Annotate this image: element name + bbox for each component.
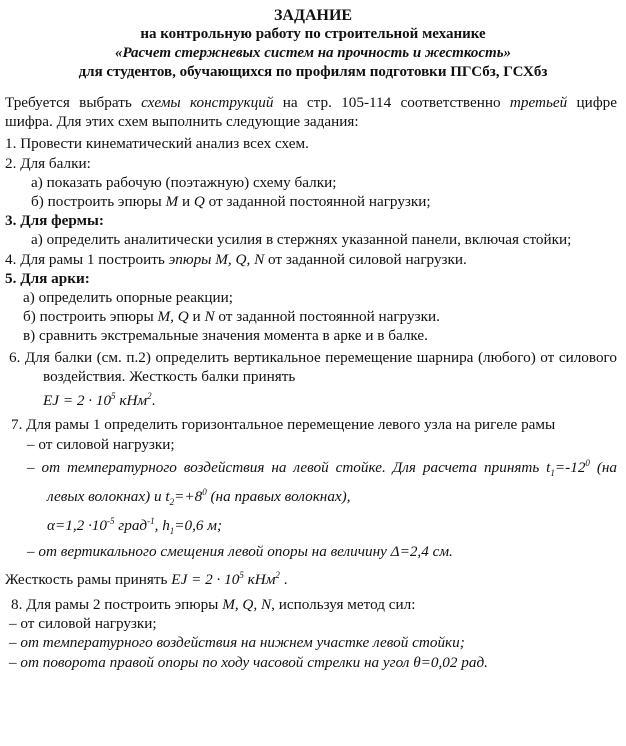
task-7b-sup3: -5 xyxy=(107,516,115,527)
task-7d-unit-exp: 2 xyxy=(275,569,280,580)
task-8-italic: M, Q, N xyxy=(222,596,272,614)
task-5b-and: и xyxy=(188,308,205,326)
document-topic: «Расчет стержневых систем на прочность и жесткость» xyxy=(114,45,512,61)
task-2b-and: и xyxy=(178,193,194,211)
document-subtitle: на контрольную работу по строительной механике xyxy=(140,26,486,42)
intro-text-a: Требуется выбрать xyxy=(5,94,142,111)
task-6-end: . xyxy=(151,392,156,410)
task-7b-sup1: 0 xyxy=(585,457,590,468)
task-7b-t2: =+8 xyxy=(174,488,203,506)
task-2b-q: Q xyxy=(193,193,205,211)
task-4-end: от заданной силовой нагрузки. xyxy=(264,250,467,268)
task-8a: – от силовой нагрузки; xyxy=(9,615,157,633)
task-5c: в) сравнить экстремальные значения момента в арке и в балке. xyxy=(23,327,428,345)
task-5b-italic: M, Q xyxy=(157,308,189,326)
document-audience xyxy=(0,63,626,82)
task-7-stiffness xyxy=(5,566,617,589)
task-4-italic: эпюры M, Q, N xyxy=(168,250,265,268)
intro-paragraph xyxy=(5,93,617,131)
task-2b-text: б) построить эпюры xyxy=(31,193,166,211)
intro-text-b: на стр. 105-114 соответственно xyxy=(273,94,510,111)
task-2b xyxy=(5,192,617,211)
task-7b-sub3: 1 xyxy=(169,526,175,537)
task-2b-m: M xyxy=(165,193,179,211)
task-5b-end: от заданной постоянной нагрузки. xyxy=(214,308,440,326)
task-7b-sub2: 2 xyxy=(169,497,175,508)
task-7b-hval: =0,6 м; xyxy=(174,517,223,535)
task-7d-end: . xyxy=(279,570,288,588)
intro-text-italic-a: схемы конструкций xyxy=(141,94,274,111)
task-3a: а) определить аналитически усилия в стержнях указанной панели, включая стойки; xyxy=(31,231,572,249)
task-7b xyxy=(5,454,617,513)
task-7b-sup2: 0 xyxy=(202,487,207,498)
task-2: 2. Для балки: xyxy=(5,154,91,172)
task-4 xyxy=(5,250,617,269)
document-body xyxy=(5,93,617,672)
task-2a: а) показать рабочую (поэтажную) схему балки; xyxy=(31,173,337,191)
task-6-unit: кНм xyxy=(115,392,148,410)
task-5b-text: б) построить эпюры xyxy=(23,308,158,326)
audience-text: для студентов, обучающихся по профилям подготовки ПГСбз, ГСХбз xyxy=(78,64,548,80)
task-7b-t1: =-12 xyxy=(554,458,586,476)
task-7d-unit: кНм xyxy=(243,570,276,588)
task-6: 6. Для балки (см. п.2) определить вертикальное перемещение шарнира (любого) от силового воздействия. Жесткость балки принять xyxy=(9,348,617,385)
task-7b-text: – от температурного воздействия на левой стойке. Для расчета принять t xyxy=(27,458,551,476)
task-7c: – от вертикального смещения левой опоры на величину Δ=2,4 см. xyxy=(27,542,453,560)
task-8-text: 8. Для рамы 2 построить эпюры xyxy=(11,596,223,614)
task-6-exp: 5 xyxy=(111,391,116,402)
task-5b-n: N xyxy=(204,308,215,326)
task-7b-grad: град xyxy=(114,517,148,535)
task-6-formula xyxy=(5,387,617,410)
task-7b-h: , h xyxy=(154,517,170,535)
task-7b-left: (на левых волокнах) и t xyxy=(47,458,618,506)
task-5b xyxy=(5,307,617,326)
task-7b-sub1: 1 xyxy=(550,467,555,478)
task-8c: – от поворота правой опоры по ходу часовой стрелки на угол θ=0,02 рад. xyxy=(9,653,488,671)
task-8-end: , используя метод сил: xyxy=(271,596,416,614)
task-7b-alpha: α=1,2 ·10 xyxy=(47,517,107,535)
task-5: 5. Для арки: xyxy=(5,269,90,287)
task-7b-right: (на правых волокнах), xyxy=(206,488,351,506)
intro-text-d: цифре шифра. Для этих схем выполнить следующие задания: xyxy=(5,94,617,131)
task-7b-sup4: -1 xyxy=(147,516,155,527)
task-7b-params xyxy=(5,512,617,541)
task-2b-end: от заданной постоянной нагрузки; xyxy=(204,193,431,211)
task-1: 1. Провести кинематический анализ всех схем. xyxy=(5,135,309,153)
task-7d-text: Жесткость рамы принять xyxy=(5,570,172,588)
task-6-unit-exp: 2 xyxy=(147,391,152,402)
intro-text-italic-c: третьей xyxy=(509,94,568,111)
task-7: 7. Для рамы 1 определить горизонтальное перемещение левого узла на ригеле рамы xyxy=(11,416,556,434)
task-5a: а) определить опорные реакции; xyxy=(23,289,234,307)
task-7d-exp: 5 xyxy=(239,569,244,580)
document-title: ЗАДАНИЕ xyxy=(273,7,353,24)
task-8b: – от температурного воздействия на нижнем участке левой стойки; xyxy=(9,634,465,652)
task-6-eq: EJ = 2 · 10 xyxy=(43,392,112,410)
task-7d-eq: EJ = 2 · 10 xyxy=(171,570,240,588)
task-3: 3. Для фермы: xyxy=(5,212,104,230)
task-7a: – от силовой нагрузки; xyxy=(27,435,175,453)
task-8 xyxy=(5,595,617,614)
task-4-text: 4. Для рамы 1 построить xyxy=(5,250,169,268)
